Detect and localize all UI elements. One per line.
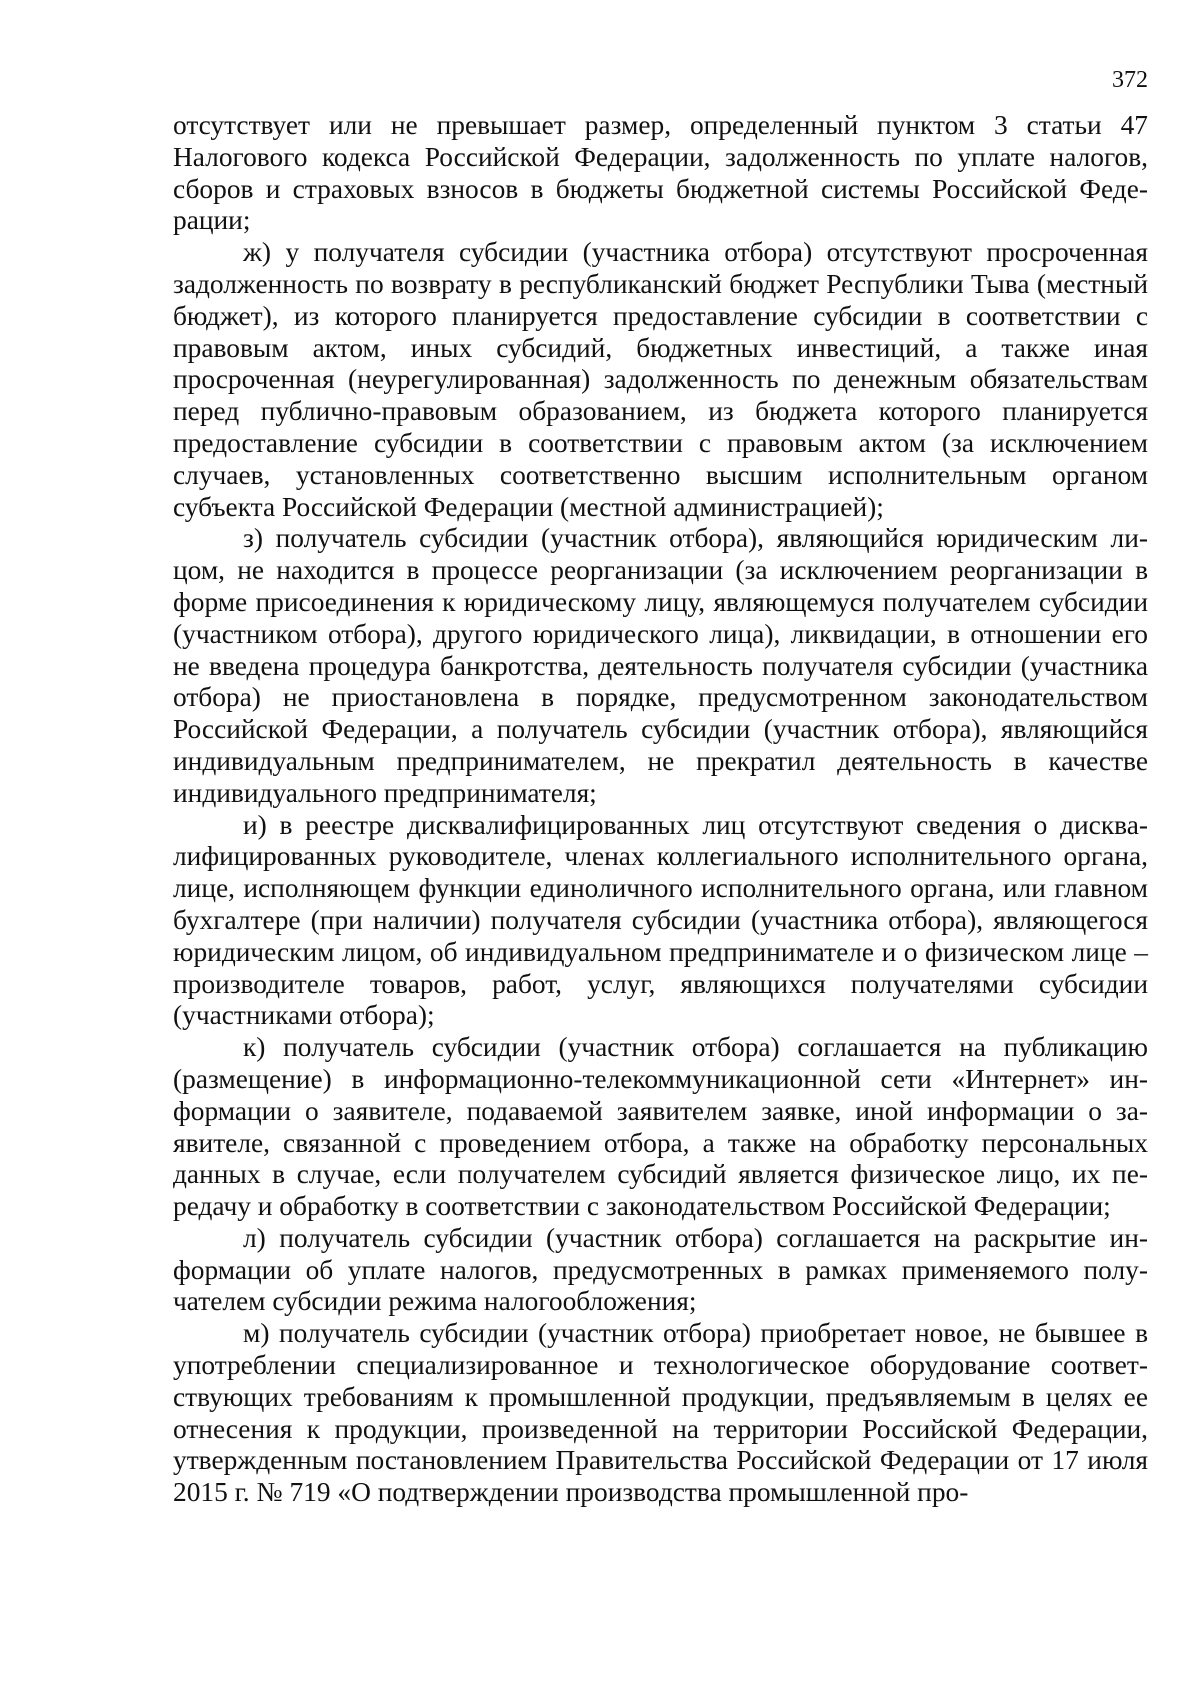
body-text	[173, 110, 1148, 1509]
paragraph-m: м) получатель субсидии (участник отбора) приобретает новое, не бывшее в употреблении специализированное и технологическое оборудование соответствующих требованиям к промышленной продукции, предъявляемым в целях ее отнесения к продукции, произведенной на территории Российской Федерации, утвержденным постановлением Правительства Российской Федерации от 17 июля 2015 г. № 719 «О подтверждении производства промышленной про-	[173, 1318, 1148, 1508]
paragraph-i: и) в реестре дисквалифицированных лиц отсутствуют сведения о дисквалифицированных руководителе, членах коллегиального исполнительного органа, лице, исполняющем функции единоличного исполнительного органа, или главном бухгалтере (при наличии) получателя субсидии (участника отбора), являющегося юридическим лицом, об индивидуальном предпринимателе и о физическом лице – производителе товаров, работ, услуг, являющихся получателями субсидии (участниками отбора);	[173, 809, 1148, 1031]
paragraph-l: л) получатель субсидии (участник отбора) соглашается на раскрытие информации об уплате налогов, предусмотренных в рамках применяемого получателем субсидии режима налогообложения;	[173, 1222, 1148, 1317]
paragraph-zh: ж) у получателя субсидии (участника отбора) отсутствуют просроченная задолженность по возврату в республиканский бюджет Республики Тыва (местный бюджет), из которого планируется предоставление субсидии в соответствии с правовым актом, иных субсидий, бюджетных инвестиций, а также иная просроченная (неурегулированная) задолженность по денежным обязательствам перед публично-правовым образованием, из бюджета которого планируется предоставление субсидии в соответствии с правовым актом (за исключением случаев, установленных соответственно высшим исполнительным органом субъекта Российской Федерации (местной администрацией);	[173, 237, 1148, 522]
paragraph-intro: отсутствует или не превышает размер, определенный пунктом 3 статьи 47 Налогового кодекса Российской Федерации, задолженность по уплате налогов, сборов и страховых взносов в бюджеты бюджетной системы Российской Федерации;	[173, 110, 1148, 236]
page-number: 372	[1112, 67, 1148, 93]
paragraph-z: з) получатель субсидии (участник отбора), являющийся юридическим лицом, не находится в процессе реорганизации (за исключением реорганизации в форме присоединения к юридическому лицу, являющемуся получателем субсидии (участником отбора), другого юридического лица), ликвидации, в отношении его не введена процедура банкротства, деятельность получателя субсидии (участника отбора) не приостановлена в порядке, предусмотренном законодательством Российской Федерации, а получатель субсидии (участник отбора), являющийся индивидуальным предпринимателем, не прекратил деятельность в качестве индивидуального предпринимателя;	[173, 523, 1148, 808]
paragraph-k: к) получатель субсидии (участник отбора) соглашается на публикацию (размещение) в информационно-телекоммуникационной сети «Интернет» информации о заявителе, подаваемой заявителем заявке, иной информации о заявителе, связанной с проведением отбора, а также на обработку персональных данных в случае, если получателем субсидий является физическое лицо, их передачу и обработку в соответствии с законодательством Российской Федерации;	[173, 1032, 1148, 1222]
